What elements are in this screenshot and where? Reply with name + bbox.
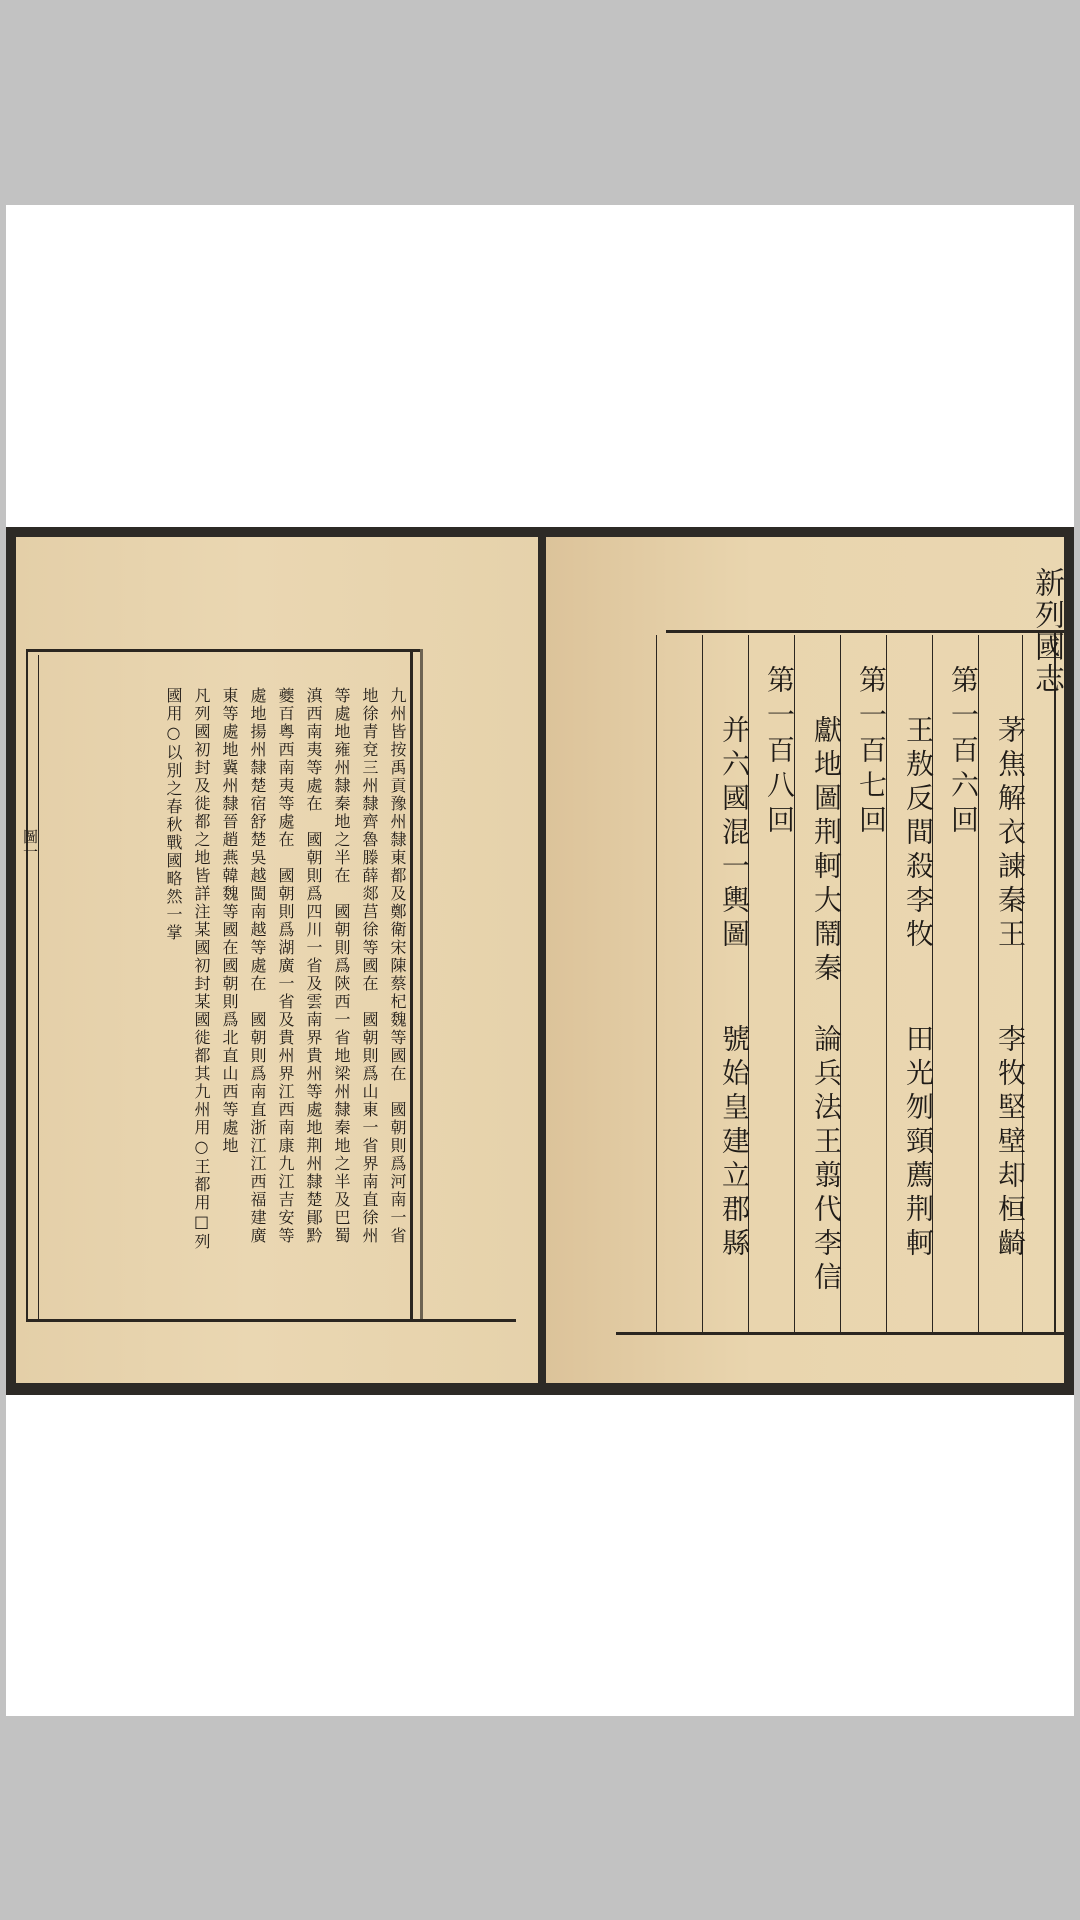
chapter-title-line: 獻地圖荆軻大鬧秦 (810, 715, 843, 987)
chapter-title-line: 論兵法王翦代李信 (810, 1024, 843, 1296)
text-column: 凡列國初封及徙都之地皆詳注某國初封某國徙都其九州用○王都用□列 (192, 687, 211, 1251)
chapter-number: 第一百六回 (947, 665, 980, 840)
frame-top-rule (26, 649, 420, 652)
book-scan (6, 527, 1074, 1395)
chapter-number: 第一百七回 (855, 665, 888, 840)
frame-top-rule (666, 630, 1064, 633)
text-column: 等處地雍州隸秦地之半在 國朝則爲陝西一省地梁州隸秦地之半及巴蜀 (332, 687, 351, 1245)
text-column: 東等處地冀州隸晉趙燕韓魏等國在國朝則爲北直山西等處地 (220, 687, 239, 1155)
chapter-title-line: 田光刎頸薦荆軻 (902, 1024, 935, 1262)
frame-bottom-rule (26, 1319, 516, 1322)
book-title: 新列國志 (1029, 567, 1064, 695)
chapter-title-line: 茅焦解衣諫秦王 (994, 715, 1027, 953)
chapter-title-line: 并六國混一輿圖 (718, 715, 751, 953)
text-column: 九州皆按禹貢豫州隸東都及鄭衛宋陳蔡杞魏等國在 國朝則爲河南一省 (388, 687, 407, 1245)
column-rule (656, 635, 657, 1333)
text-column: 國用○以別之春秋戰國略然一掌 (164, 687, 183, 942)
chapter-number: 第一百八回 (763, 665, 796, 840)
column-rule (702, 635, 703, 1333)
text-column: 夔百粵西南夷等處在 國朝則爲湖廣一省及貴州界江西南康九江吉安等 (276, 687, 295, 1245)
chapter-title-line: 王敖反間殺李牧 (902, 715, 935, 953)
right-page (546, 537, 1064, 1383)
frame-right-rule (410, 649, 413, 1321)
text-column: 處地揚州隸楚宿舒楚吳越閩南越等處在 國朝則爲南直浙江江西福建廣 (248, 687, 267, 1245)
left-page (16, 537, 538, 1383)
gutter-rule (420, 649, 423, 1321)
text-column: 滇西南夷等處在 國朝則爲四川一省及雲南界貴州等處地荆州隸楚鄖黔 (304, 687, 323, 1245)
frame-left-rule (26, 649, 28, 1321)
frame-inner-rule (38, 655, 39, 1319)
chapter-title-line: 李牧堅壁却桓齮 (994, 1024, 1027, 1262)
chapter-title-line: 號始皇建立郡縣 (718, 1024, 751, 1262)
side-label: 圖一 (21, 829, 39, 859)
frame-right-rule (1054, 630, 1056, 1334)
text-column: 地徐青兗三州隸齊魯滕薛郯莒徐等國在 國朝則爲山東一省界南直徐州 (360, 687, 379, 1245)
